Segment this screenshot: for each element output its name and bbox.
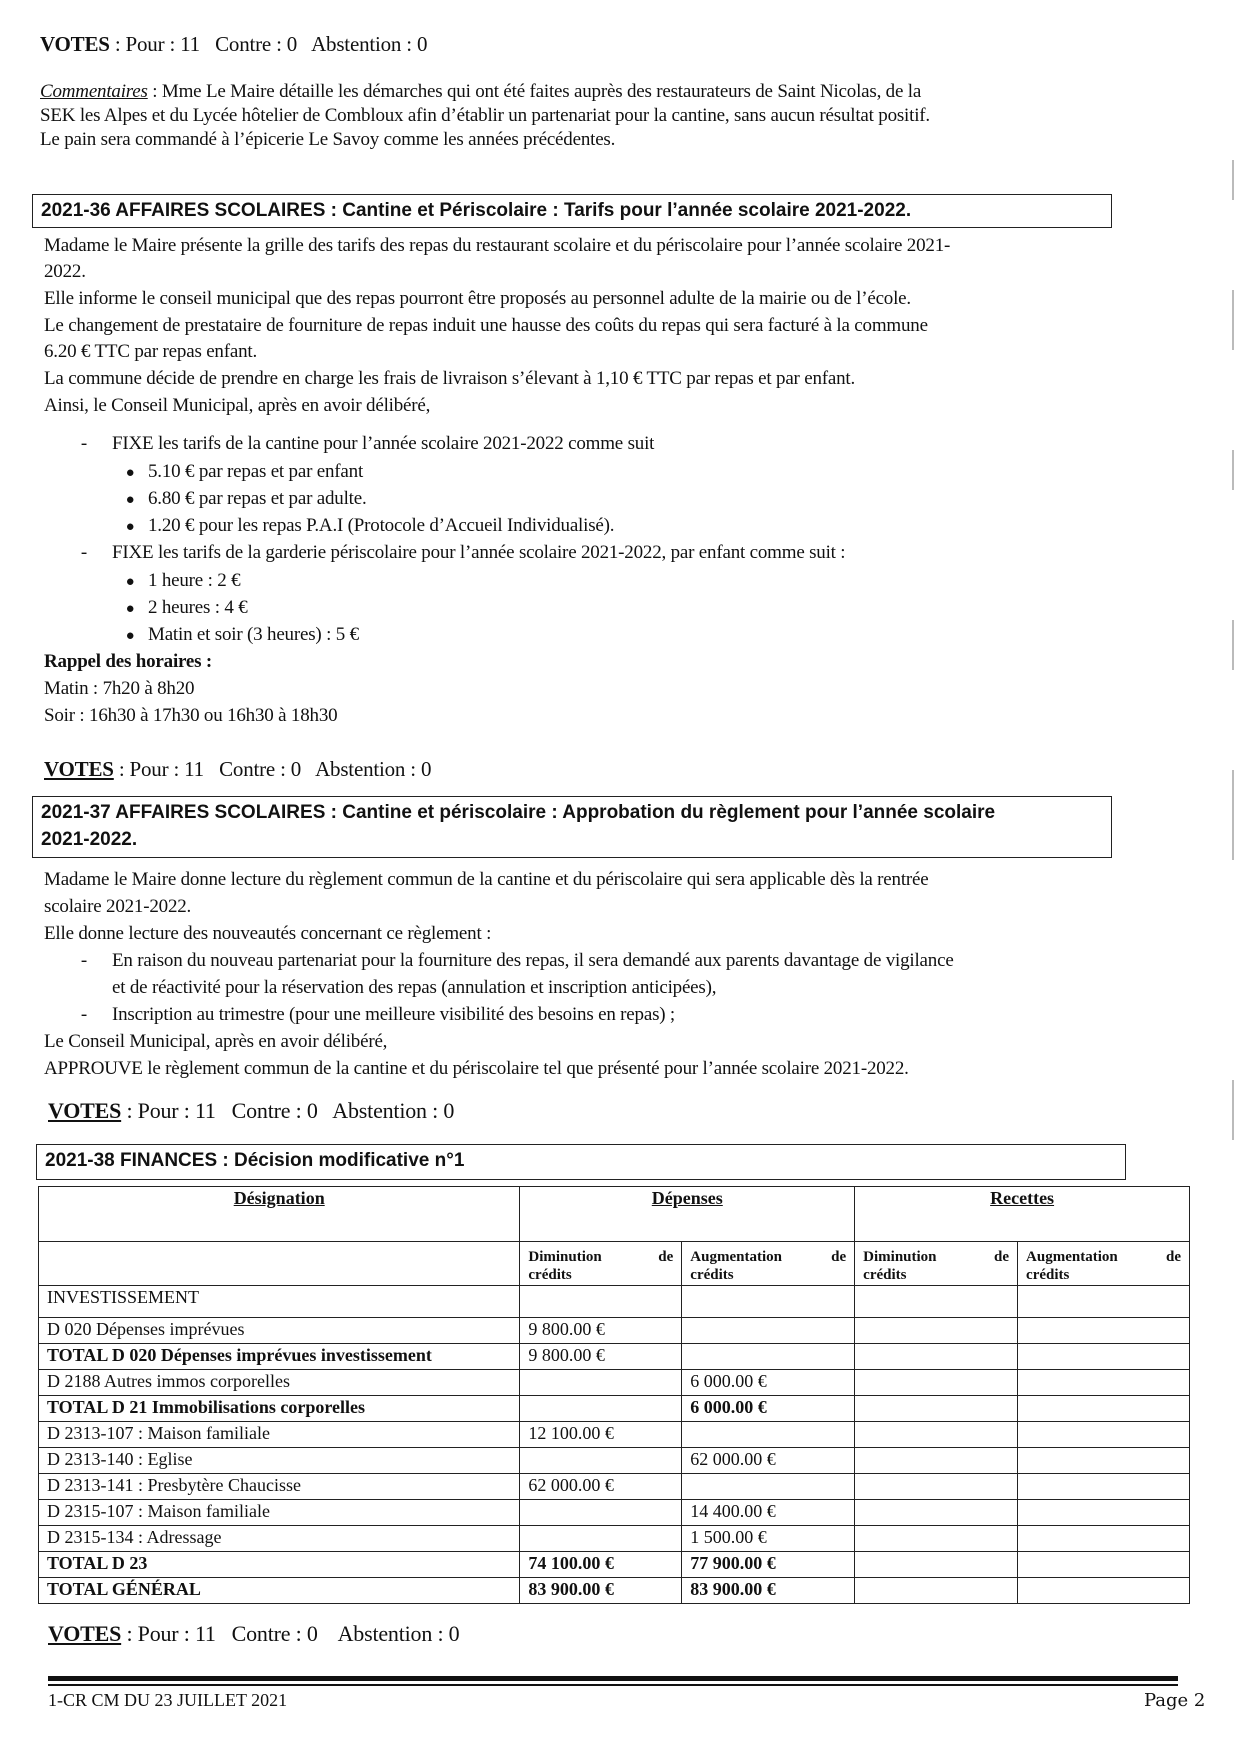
cell-dep-diminution	[520, 1500, 682, 1526]
table-header-row	[39, 1187, 1190, 1242]
bullet-icon: ●	[125, 574, 135, 590]
subheader-word: crédits	[528, 1267, 572, 1283]
section-heading-2021-37	[32, 796, 1112, 858]
comment-text: : Mme Le Maire détaille les démarches qui ont été faites auprès des restaurateurs de Saint Nicolas, de la	[147, 81, 922, 102]
table-row	[39, 1318, 1190, 1344]
decision-modificative-table	[38, 1186, 1190, 1604]
cell-rec-augmentation	[1018, 1422, 1190, 1448]
comment-line-3: Le pain sera commandé à l’épicerie Le Savoy comme les années précédentes.	[40, 129, 616, 150]
bullet-icon: ●	[125, 628, 135, 644]
cell-rec-augmentation	[1018, 1318, 1190, 1344]
subheader-empty	[39, 1242, 520, 1286]
list-item-fixe-cantine	[56, 432, 654, 456]
subheader-word: de	[831, 1249, 847, 1265]
bullet-icon: ●	[125, 601, 135, 617]
cell-rec-diminution	[855, 1318, 1018, 1344]
cell-rec-augmentation	[1018, 1500, 1190, 1526]
cell-dep-augmentation	[682, 1422, 855, 1448]
cell-dep-diminution	[520, 1396, 682, 1422]
subheader-word: de	[658, 1249, 674, 1265]
subheader-word: Diminution	[528, 1249, 602, 1265]
paragraph-line: scolaire 2021-2022.	[44, 896, 192, 917]
garderie-item	[112, 596, 248, 621]
cantine-item	[112, 460, 363, 485]
list-item-text: FIXE les tarifs de la garderie périscolaire pour l’année scolaire 2021-2022, par enfant comme suit :	[112, 542, 846, 563]
cell-dep-augmentation: 62 000.00 €	[682, 1448, 855, 1474]
paragraph-line: Le Conseil Municipal, après en avoir délibéré,	[44, 1031, 388, 1052]
bullet-icon: ●	[125, 465, 135, 481]
cell-rec-diminution	[855, 1578, 1018, 1604]
scan-mark	[1232, 620, 1234, 670]
list-item-text: FIXE les tarifs de la cantine pour l’année scolaire 2021-2022 comme suit	[112, 433, 655, 454]
scan-mark	[1232, 770, 1234, 860]
cell-rec-augmentation	[1018, 1552, 1190, 1578]
votes-label: VOTES	[44, 757, 114, 781]
votes-text: : Pour : 11 Contre : 0 Abstention : 0	[113, 757, 432, 781]
cell-designation: D 2313-107 : Maison familiale	[39, 1422, 520, 1448]
subheader-word: de	[1166, 1249, 1181, 1265]
cell-dep-augmentation: 14 400.00 €	[682, 1500, 855, 1526]
votes-text: : Pour : 11 Contre : 0 Abstention : 0	[121, 1621, 460, 1646]
footer-document-ref: 1-CR CM DU 23 JUILLET 2021	[48, 1690, 288, 1710]
subheader-word: Diminution	[863, 1249, 937, 1265]
garderie-item-text: 2 heures : 4 €	[148, 597, 248, 618]
paragraph-line: 6.20 € TTC par repas enfant.	[44, 341, 258, 362]
cell-dep-diminution	[520, 1526, 682, 1552]
paragraph-line: Madame le Maire présente la grille des tarifs des repas du restaurant scolaire et du périscolaire pour l’année scolaire 2021-	[44, 235, 951, 256]
cell-dep-diminution: 83 900.00 €	[520, 1578, 682, 1604]
votes-label: VOTES	[48, 1621, 122, 1646]
cell-dep-augmentation: 6 000.00 €	[682, 1370, 855, 1396]
reglement-item-text: En raison du nouveau partenariat pour la fourniture des repas, il sera demandé aux parents davantage de vigilance	[112, 950, 954, 971]
paragraph-line: Le changement de prestataire de fourniture de repas induit une hausse des coûts du repas qui sera facturé à la commune	[44, 315, 928, 336]
cell-dep-diminution	[520, 1286, 682, 1318]
votes-line-2021-38	[48, 1622, 459, 1646]
table-row	[39, 1500, 1190, 1526]
cell-designation: INVESTISSEMENT	[39, 1286, 520, 1318]
subheader-word: crédits	[690, 1267, 734, 1283]
cell-rec-augmentation	[1018, 1448, 1190, 1474]
cell-rec-augmentation	[1018, 1370, 1190, 1396]
cantine-item	[112, 487, 367, 512]
paragraph-line: 2022.	[44, 261, 86, 282]
cell-designation: TOTAL D 020 Dépenses imprévues investissement	[39, 1344, 520, 1370]
list-item-fixe-garderie	[56, 541, 845, 565]
cell-dep-diminution: 74 100.00 €	[520, 1552, 682, 1578]
table-row	[39, 1286, 1190, 1318]
votes-text: : Pour : 11 Contre : 0 Abstention : 0	[121, 1098, 455, 1123]
votes-text: : Pour : 11 Contre : 0 Abstention : 0	[109, 32, 428, 56]
paragraph-line: La commune décide de prendre en charge les frais de livraison s’élevant à 1,10 € TTC par repas et par enfant.	[44, 368, 856, 389]
header-recettes: Recettes	[855, 1187, 1190, 1242]
cell-designation: D 020 Dépenses imprévues	[39, 1318, 520, 1344]
table-subheader-row	[39, 1242, 1190, 1286]
cell-rec-diminution	[855, 1552, 1018, 1578]
subheader-rec-diminution	[855, 1242, 1018, 1286]
bullet-icon: ●	[125, 492, 135, 508]
cell-rec-augmentation	[1018, 1526, 1190, 1552]
cell-rec-augmentation	[1018, 1344, 1190, 1370]
cantine-item	[112, 514, 614, 539]
section-heading-2021-38: 2021-38 FINANCES : Décision modificative n°1	[36, 1144, 1126, 1180]
paragraph-line: Elle informe le conseil municipal que des repas pourront être proposés au personnel adulte de la mairie ou de l’école.	[44, 288, 911, 309]
table-row	[39, 1370, 1190, 1396]
scan-mark	[1232, 290, 1234, 350]
subheader-word: Augmentation	[1026, 1249, 1118, 1265]
subheader-word: crédits	[863, 1267, 907, 1283]
cantine-item-text: 6.80 € par repas et par adulte.	[148, 488, 367, 509]
heading-line: 2021-37 AFFAIRES SCOLAIRES : Cantine et périscolaire : Approbation du règlement pour l’année scolaire	[41, 802, 996, 823]
cell-dep-diminution: 9 800.00 €	[520, 1318, 682, 1344]
comment-line-1	[40, 80, 921, 104]
garderie-item-text: Matin et soir (3 heures) : 5 €	[148, 624, 359, 645]
cell-rec-augmentation	[1018, 1286, 1190, 1318]
cell-dep-augmentation: 77 900.00 €	[682, 1552, 855, 1578]
header-designation: Désignation	[39, 1187, 520, 1242]
cell-designation: D 2315-107 : Maison familiale	[39, 1500, 520, 1526]
paragraph-line: Elle donne lecture des nouveautés concernant ce règlement :	[44, 923, 492, 944]
scan-mark	[1232, 160, 1234, 200]
footer-rule-thick	[48, 1676, 1178, 1681]
paragraph-line: APPROUVE le règlement commun de la cantine et du périscolaire tel que présenté pour l’année scolaire 2021-2022.	[44, 1058, 909, 1079]
footer-rule-thin	[48, 1684, 1178, 1686]
cell-rec-diminution	[855, 1344, 1018, 1370]
table-row	[39, 1422, 1190, 1448]
cell-designation: TOTAL GÉNÉRAL	[39, 1578, 520, 1604]
dash-bullet: -	[80, 433, 88, 454]
cell-designation: D 2313-141 : Presbytère Chaucisse	[39, 1474, 520, 1500]
cell-designation: TOTAL D 21 Immobilisations corporelles	[39, 1396, 520, 1422]
section-heading-2021-36: 2021-36 AFFAIRES SCOLAIRES : Cantine et Périscolaire : Tarifs pour l’année scolaire 2021-2022.	[32, 194, 1112, 228]
votes-label: VOTES	[40, 32, 110, 56]
footer-page-number: Page 2	[1144, 1690, 1206, 1711]
subheader-dep-augmentation	[682, 1242, 855, 1286]
rappel-line: Soir : 16h30 à 17h30 ou 16h30 à 18h30	[44, 705, 338, 726]
subheader-rec-augmentation	[1018, 1242, 1190, 1286]
rappel-line: Matin : 7h20 à 8h20	[44, 678, 195, 699]
header-depenses: Dépenses	[520, 1187, 855, 1242]
subheader-dep-diminution	[520, 1242, 682, 1286]
cell-dep-augmentation	[682, 1318, 855, 1344]
cell-rec-augmentation	[1018, 1578, 1190, 1604]
table-row-total	[39, 1396, 1190, 1422]
cell-dep-augmentation: 6 000.00 €	[682, 1396, 855, 1422]
dash-bullet: -	[80, 1004, 88, 1025]
table-row	[39, 1474, 1190, 1500]
subheader-word: Augmentation	[690, 1249, 782, 1265]
cell-rec-diminution	[855, 1526, 1018, 1552]
heading-line: 2021-2022.	[41, 829, 138, 850]
cell-rec-diminution	[855, 1500, 1018, 1526]
scan-mark	[1232, 450, 1234, 490]
cell-designation: D 2315-134 : Adressage	[39, 1526, 520, 1552]
subheader-word: de	[994, 1249, 1010, 1265]
scan-mark	[1232, 1080, 1234, 1140]
dash-bullet: -	[80, 950, 88, 971]
cell-designation: D 2313-140 : Eglise	[39, 1448, 520, 1474]
bullet-icon: ●	[125, 519, 135, 535]
paragraph-line: Ainsi, le Conseil Municipal, après en avoir délibéré,	[44, 395, 431, 416]
cell-dep-augmentation	[682, 1474, 855, 1500]
cell-dep-diminution: 62 000.00 €	[520, 1474, 682, 1500]
comment-line-2: SEK les Alpes et du Lycée hôtelier de Combloux afin d’établir un partenariat pour la cantine, sans aucun résultat positif.	[40, 105, 930, 126]
cell-rec-diminution	[855, 1396, 1018, 1422]
votes-line-2021-36	[44, 757, 431, 781]
votes-line-previous	[40, 32, 427, 56]
cell-dep-augmentation	[682, 1344, 855, 1370]
cell-dep-diminution	[520, 1448, 682, 1474]
cell-dep-augmentation: 1 500.00 €	[682, 1526, 855, 1552]
paragraph-line: Madame le Maire donne lecture du règlement commun de la cantine et du périscolaire qui sera applicable dès la rentrée	[44, 869, 929, 890]
cell-rec-augmentation	[1018, 1474, 1190, 1500]
cell-rec-diminution	[855, 1422, 1018, 1448]
comment-label: Commentaires	[40, 81, 148, 102]
cell-dep-diminution	[520, 1370, 682, 1396]
cell-rec-augmentation	[1018, 1396, 1190, 1422]
cell-rec-diminution	[855, 1474, 1018, 1500]
table-row-grand-total	[39, 1578, 1190, 1604]
cell-designation: D 2188 Autres immos corporelles	[39, 1370, 520, 1396]
cell-rec-diminution	[855, 1448, 1018, 1474]
cell-dep-augmentation	[682, 1286, 855, 1318]
garderie-item-text: 1 heure : 2 €	[148, 570, 241, 591]
reglement-item	[56, 1003, 675, 1027]
table-row-total	[39, 1552, 1190, 1578]
cell-dep-augmentation: 83 900.00 €	[682, 1578, 855, 1604]
votes-label: VOTES	[48, 1098, 122, 1123]
reglement-item	[56, 949, 954, 973]
garderie-item	[112, 569, 240, 594]
table-row-total	[39, 1344, 1190, 1370]
cantine-item-text: 5.10 € par repas et par enfant	[148, 461, 364, 482]
cantine-item-text: 1.20 € pour les repas P.A.I (Protocole d’Accueil Individualisé).	[148, 515, 615, 536]
reglement-item-text: Inscription au trimestre (pour une meilleure visibilité des besoins en repas) ;	[112, 1004, 676, 1025]
rappel-title: Rappel des horaires :	[44, 651, 213, 672]
table-row	[39, 1526, 1190, 1552]
cell-dep-diminution: 9 800.00 €	[520, 1344, 682, 1370]
garderie-item	[112, 623, 359, 648]
subheader-word: crédits	[1026, 1267, 1070, 1283]
cell-dep-diminution: 12 100.00 €	[520, 1422, 682, 1448]
votes-line-2021-37	[48, 1099, 454, 1123]
cell-rec-diminution	[855, 1370, 1018, 1396]
cell-designation: TOTAL D 23	[39, 1552, 520, 1578]
reglement-item-continuation: et de réactivité pour la réservation des repas (annulation et inscription anticipées),	[112, 977, 717, 998]
table-row	[39, 1448, 1190, 1474]
dash-bullet: -	[80, 542, 88, 563]
cell-rec-diminution	[855, 1286, 1018, 1318]
